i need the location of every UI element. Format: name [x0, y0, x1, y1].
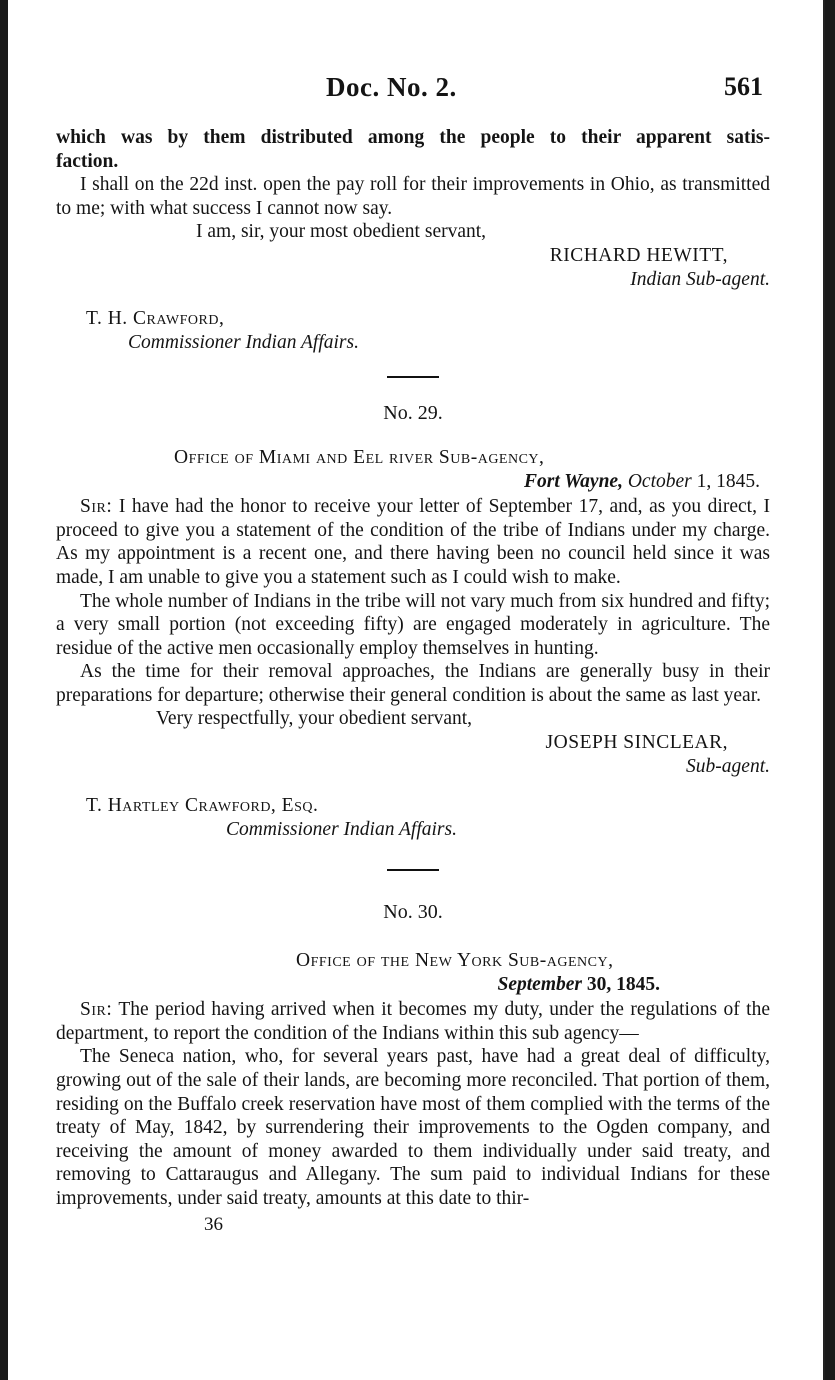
section-divider: [387, 376, 439, 378]
office-heading: Office of the New York Sub-agency,: [296, 950, 614, 972]
paragraph: [56, 495, 770, 589]
dateline: [56, 470, 770, 494]
signer-title: Sub-agent.: [686, 755, 770, 777]
signer-name: JOSEPH SINCLEAR,: [545, 732, 728, 754]
continuation-line: which was by them distributed among the people to their apparent satis-: [56, 127, 770, 148]
signature-mark: 36: [204, 1213, 223, 1235]
dateline-month: October: [627, 470, 692, 492]
signer-name: RICHARD HEWITT,: [549, 244, 728, 266]
page-header: [8, 72, 823, 112]
salutation: Sir:: [80, 496, 113, 518]
addressee-title: Commissioner Indian Affairs.: [226, 818, 457, 840]
dateline-date: 1, 1845.: [696, 470, 760, 492]
letter-number: No. 29.: [383, 402, 443, 425]
office-heading: Office of Miami and Eel river Sub-agency,: [174, 446, 545, 468]
closing-line: Very respectfully, your obedient servant,: [156, 708, 473, 730]
page-body: [56, 126, 770, 1236]
paragraph-text: I have had the honor to receive your letter of September 17, and, as you direct, I proceed to give you a statement of the condition of the tribe of Indians under my charge. As my appointment is a recent one, and there having been no council held since it was made, I am unable to give you a statement such as I could wish to make.: [56, 496, 770, 588]
paragraph: The whole number of Indians in the tribe will not vary much from six hundred and fifty; a very small portion (not exceeding fifty) are engaged moderately in agriculture. The residue of the active men occasionally employ themselves in hunting.: [56, 590, 770, 659]
letter-number: No. 30.: [383, 901, 443, 924]
dateline-date: 30, 1845.: [586, 973, 660, 995]
addressee-name: T. Hartley Crawford, Esq.: [86, 795, 319, 817]
paragraph: [56, 998, 770, 1045]
paragraph: I shall on the 22d inst. open the pay roll for their improvements in Ohio, as transmitted to me; with what success I cannot now say.: [56, 174, 770, 219]
addressee-title: Commissioner Indian Affairs.: [128, 331, 359, 353]
paragraph: As the time for their removal approaches, the Indians are generally busy in their preparations for departure; otherwise their general condition is about the same as last year.: [56, 661, 770, 706]
section-divider: [387, 869, 439, 871]
document-page: [8, 0, 825, 1380]
closing-line: I am, sir, your most obedient servant,: [196, 221, 487, 243]
dateline-place: Fort Wayne,: [524, 470, 623, 492]
dateline-month: September: [497, 973, 582, 995]
dateline: [56, 973, 770, 997]
continuation-line-end: faction.: [56, 150, 119, 172]
page-number: 561: [724, 72, 763, 101]
salutation: Sir:: [80, 999, 113, 1021]
doc-number-heading: Doc. No. 2.: [326, 72, 457, 102]
paragraph: The Seneca nation, who, for several years past, have had a great deal of difficulty, growing out of the sale of their lands, are becoming more reconciled. That portion of them, residing on the Buffalo creek reservation have most of them complied with the terms of the treaty of May, 1842, by surrendering their improvements to the Ogden company, and receiving the amount of money awarded to them individually under said treaty, and removing to Cattaraugus and Allegany. The sum paid to individual Indians for these improvements, under said treaty, amounts at this date to thir-: [56, 1046, 770, 1209]
signer-title: Indian Sub-agent.: [630, 268, 770, 290]
paragraph-text: The period having arrived when it becomes my duty, under the regulations of the department, to report the condition of the Indians within this sub agency—: [56, 999, 770, 1044]
addressee-name: T. H. Crawford,: [86, 308, 225, 330]
